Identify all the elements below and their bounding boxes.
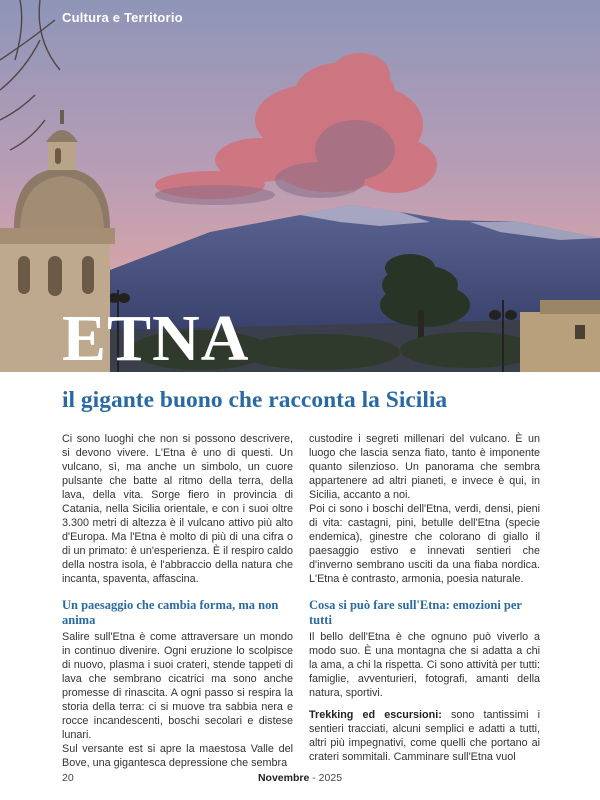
paragraph: custodire i segreti millenari del vulcano. È un luogo che lascia senza fiato, tanto è imponente quanto silenzioso. Un panorama che sembra appartenere ad altri pianeti, e invece è qui, in Sicilia, accanto a noi. xyxy=(309,433,540,501)
text-column-left xyxy=(62,432,293,770)
run-in-label: Trekking ed escursioni: xyxy=(309,709,442,721)
paragraph: Ci sono luoghi che non si possono descrivere, si devono vivere. L'Etna è uno di questi. Un vulcano, sì, ma anche un simbolo, un cuore pulsante che batte al ritmo della terra, della lava, della vita. Sorge fiero in provincia di Catania, nella Sicilia orientale, e con i suoi oltre 3.300 metri di altezza è il vulcano attivo più alto d'Europa. Ma l'Etna è molto di più di una cifra o di un primato: è un'esperienza. È il respiro caldo della nostra isola, è l'abbraccio della natura che incanta, spaventa, affascina. xyxy=(62,433,293,585)
text-column-right xyxy=(309,432,540,764)
issue-sep: - xyxy=(309,772,319,784)
paragraph: Sul versante est si apre la maestosa Valle del Bove, una gigantesca depressione che sembra xyxy=(62,743,293,769)
paragraph: Salire sull'Etna è come attraversare un mondo in continuo divenire. Ogni eruzione lo scolpisce di nuovo, plasma i suoi crateri, stende tappeti di lava che sembrano cicatrici ma sono anche promesse di rinascita. A ogni passo si respira la storia della terra: ci si muove tra sabbia nera e rocce incandescenti, boschi secolari e distese lunari. xyxy=(62,631,293,741)
section-heading: Cosa si può fare sull'Etna: emozioni per tutti xyxy=(309,598,522,627)
issue-year: 2025 xyxy=(318,772,343,784)
issue-month: Novembre xyxy=(257,772,310,784)
section-label: Cultura e Territorio xyxy=(62,10,183,25)
article-title: ETNA xyxy=(62,302,250,375)
run-in-text: sono tantissimi i sentieri tracciati, alcuni semplici e adatti a tutti, altri più impegnativi, come quelli che portano ai crateri sommitali. Camminare sull'Etna vuol xyxy=(309,709,540,763)
paragraph xyxy=(309,708,540,764)
section-heading: Un paesaggio che cambia forma, ma non anima xyxy=(62,598,279,627)
paragraph: Poi ci sono i boschi dell'Etna, verdi, densi, pieni di vita: castagni, pini, betulle dell'Etna (specie endemica), ginestre che colorano di giallo il paesaggio estivo e innevati sentieri che d'inverno sembrano usciti da una fiaba nordica. L'Etna è contrasto, armonia, poesia naturale. xyxy=(309,503,540,585)
paragraph: Il bello dell'Etna è che ognuno può viverlo a modo suo. È una montagna che si adatta a chi la ama, a chi la rispetta. Ci sono attività per tutti: famiglie, avventurieri, fotografi, amanti della natura, sportivi. xyxy=(309,631,540,699)
article-subtitle: il gigante buono che racconta la Sicilia xyxy=(62,387,448,413)
page-number: 20 xyxy=(62,772,74,784)
issue-date xyxy=(0,772,600,784)
